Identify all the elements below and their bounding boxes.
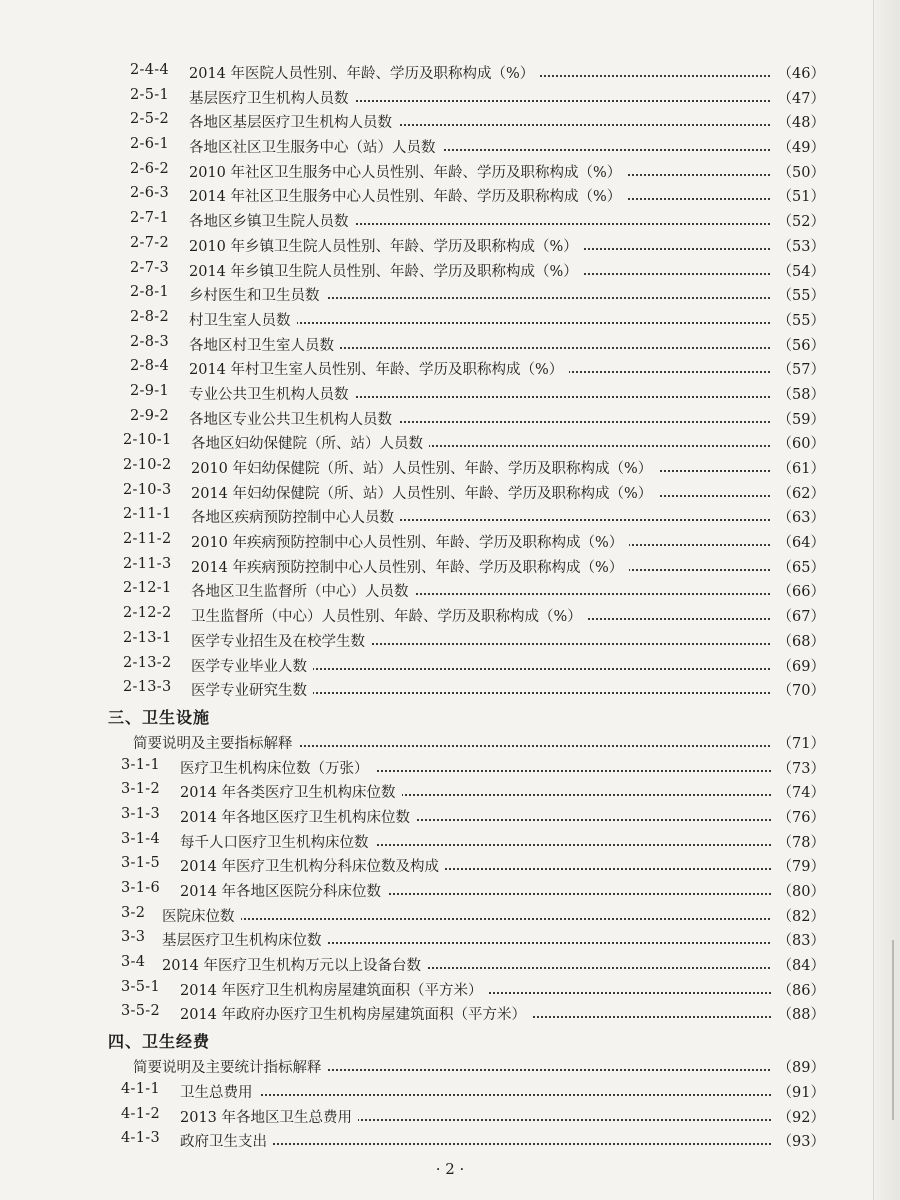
toc-entry-number: 2-11-2	[123, 531, 172, 548]
toc-entry-title: 专业公共卫生机构人员数	[189, 383, 355, 404]
toc-page-number: （52）	[772, 210, 825, 231]
toc-entry-number: 2-6-2	[130, 160, 169, 177]
toc-entry-title: 2014 年各地区医疗卫生机构床位数	[180, 806, 416, 827]
toc-page-number: （93）	[772, 1130, 825, 1151]
toc-entry-title: 2014 年乡镇卫生院人员性别、年龄、学历及职称构成（%）	[189, 260, 584, 281]
toc-entry-title: 各地区妇幼保健院（所、站）人员数	[191, 432, 429, 453]
toc-entry-number: 3-1-4	[121, 830, 160, 847]
toc-entry-number: 2-5-2	[130, 111, 169, 128]
toc-entry-number: 3-5-2	[121, 1003, 160, 1020]
toc-entry-number: 3-1-5	[121, 855, 160, 872]
toc-entry-number: 3-2	[121, 904, 146, 921]
toc-entry-number: 2-6-3	[130, 185, 169, 202]
toc-page-number: （62）	[772, 482, 825, 503]
toc-entry-number: 3-5-1	[121, 978, 160, 995]
toc-entry-number: 2-13-3	[123, 679, 172, 696]
toc-entry-title: 各地区卫生监督所（中心）人员数	[191, 580, 415, 601]
toc-page-number: （48）	[772, 111, 825, 132]
toc-entry-title: 各地区乡镇卫生院人员数	[189, 210, 355, 231]
toc-entry-title: 2014 年社区卫生服务中心人员性别、年龄、学历及职称构成（%）	[189, 185, 627, 206]
toc-entry-title: 基层医疗卫生机构人员数	[189, 87, 355, 108]
toc-entry-title: 2010 年乡镇卫生院人员性别、年龄、学历及职称构成（%）	[189, 235, 584, 256]
toc-page-number: （80）	[772, 880, 825, 901]
toc-entry-title: 2010 年妇幼保健院（所、站）人员性别、年龄、学历及职称构成（%）	[191, 457, 658, 478]
toc-entry-number: 4-1-2	[121, 1105, 160, 1122]
toc-page-number: （92）	[772, 1106, 825, 1127]
toc-page-number: （60）	[772, 432, 825, 453]
toc-entry-number: 2-5-1	[130, 86, 169, 103]
toc-page-number: （55）	[772, 309, 825, 330]
toc-entry-number: 3-1-6	[121, 880, 160, 896]
toc-entry-number: 2-9-2	[130, 407, 169, 424]
toc-page-number: （47）	[772, 87, 825, 108]
toc-entry-title: 2010 年社区卫生服务中心人员性别、年龄、学历及职称构成（%）	[189, 161, 627, 182]
toc-entry-title: 2014 年医疗卫生机构分科床位数及构成	[180, 855, 445, 876]
toc-entry-title: 政府卫生支出	[180, 1130, 273, 1151]
toc-page-number: （49）	[772, 136, 825, 157]
toc-entry-title: 村卫生室人员数	[189, 309, 297, 330]
toc-entry-title: 简要说明及主要统计指标解释	[133, 1056, 328, 1077]
toc-entry-title: 2014 年医疗卫生机构万元以上设备台数	[162, 954, 427, 975]
toc-page-number: （59）	[772, 408, 825, 429]
page-number: · 2 ·	[435, 1160, 465, 1178]
toc-entry-number: 2-7-2	[130, 234, 169, 251]
toc-entry-title: 各地区村卫生室人员数	[189, 334, 340, 355]
toc-entry-title: 医学专业研究生数	[191, 679, 313, 700]
toc-page-number: （83）	[772, 929, 825, 950]
toc-page-number: （55）	[772, 284, 825, 305]
toc-entry-number: 2-8-1	[130, 284, 169, 301]
toc-entry-number: 3-1-2	[121, 781, 160, 798]
toc-entry-title: 卫生总费用	[180, 1081, 259, 1102]
toc-entry-title: 基层医疗卫生机构床位数	[162, 929, 328, 950]
toc-entry-title: 医学专业招生及在校学生数	[191, 630, 371, 651]
toc-entry-number: 3-3	[121, 929, 146, 946]
toc-page-number: （69）	[772, 655, 825, 676]
toc-entry-title: 各地区专业公共卫生机构人员数	[189, 408, 398, 429]
toc-entry-title: 2014 年医疗卫生机构房屋建筑面积（平方米）	[180, 979, 489, 1000]
toc-entry-number: 2-7-3	[130, 259, 169, 276]
toc-page-number: （66）	[772, 580, 825, 601]
toc-entry-number: 3-1-1	[121, 756, 160, 773]
toc-page-number: （63）	[772, 506, 825, 527]
toc-entry-number: 2-12-1	[123, 580, 172, 597]
toc-page-number: （84）	[772, 954, 825, 975]
toc-entry-title: 医疗卫生机构床位数（万张）	[180, 757, 375, 778]
toc-section-heading	[0, 702, 900, 730]
toc-entry-title: 医学专业毕业人数	[191, 655, 313, 676]
toc-page-number: （74）	[772, 781, 825, 802]
toc-entry-number: 4-1-3	[121, 1130, 160, 1147]
toc-entry-title: 2014 年医院人员性别、年龄、学历及职称构成（%）	[189, 62, 540, 83]
toc-entry-title: 2014 年政府办医疗卫生机构房屋建筑面积（平方米）	[180, 1003, 532, 1024]
toc-page-number: （71）	[772, 732, 825, 753]
toc-page-number: （65）	[772, 556, 825, 577]
toc-entry-number: 2-8-3	[130, 333, 169, 350]
toc-page-number: （88）	[772, 1003, 825, 1024]
toc-page-number: （56）	[772, 334, 825, 355]
toc-page-number: （51）	[772, 185, 825, 206]
toc-entry-number: 2-8-2	[130, 308, 169, 325]
toc-page-number: （50）	[772, 161, 825, 182]
toc-page-number: （46）	[772, 62, 825, 83]
toc-entry	[0, 677, 900, 702]
toc-entry-number: 2-10-2	[123, 457, 172, 473]
toc-entry-title: 乡村医生和卫生员数	[189, 284, 326, 305]
toc-page-number: （78）	[772, 831, 825, 852]
toc-page-number: （53）	[772, 235, 825, 256]
toc-page-number: （82）	[772, 905, 825, 926]
toc-entry-title: 2014 年各类医疗卫生机构床位数	[180, 781, 402, 802]
toc-entry-title: 每千人口医疗卫生机构床位数	[180, 831, 375, 852]
toc-entry-number: 4-1-1	[121, 1080, 160, 1097]
toc-section-heading	[0, 1026, 900, 1054]
toc-entry-number: 2-13-1	[123, 629, 172, 646]
toc-entry-number: 2-13-2	[123, 654, 172, 671]
toc-entry-number: 2-9-1	[130, 382, 169, 399]
toc-entry-number: 2-11-3	[123, 555, 172, 572]
toc-entry-title: 各地区基层医疗卫生机构人员数	[189, 111, 398, 132]
toc-entry-title: 2014 年各地区医院分科床位数	[180, 880, 387, 901]
toc-entry-number: 2-10-1	[123, 432, 172, 449]
toc-entry-title: 2013 年各地区卫生总费用	[180, 1106, 358, 1127]
toc-page-number: （70）	[772, 679, 825, 700]
toc-entry	[0, 1128, 900, 1153]
toc-entry-number: 2-11-1	[123, 506, 172, 523]
toc-entry-title: 2014 年妇幼保健院（所、站）人员性别、年龄、学历及职称构成（%）	[191, 482, 658, 503]
toc-page-number: （57）	[772, 358, 825, 379]
table-of-contents	[0, 60, 900, 1153]
toc-page-number: （68）	[772, 630, 825, 651]
toc-page-number: （73）	[772, 757, 825, 778]
toc-entry-title: 2014 年村卫生室人员性别、年龄、学历及职称构成（%）	[189, 358, 569, 379]
toc-page-number: （76）	[772, 806, 825, 827]
toc-entry-number: 2-8-4	[130, 358, 169, 375]
leader-dots	[190, 1125, 782, 1145]
toc-entry-title: 2010 年疾病预防控制中心人员性别、年龄、学历及职称构成（%）	[191, 531, 629, 552]
toc-page-number: （58）	[772, 383, 825, 404]
toc-page-number: （86）	[772, 979, 825, 1000]
toc-page-number: （91）	[772, 1081, 825, 1102]
toc-page-number: （64）	[772, 531, 825, 552]
toc-entry-title: 简要说明及主要指标解释	[133, 732, 299, 753]
section-title: 三、卫生设施	[108, 705, 216, 728]
section-title: 四、卫生经费	[108, 1029, 216, 1052]
toc-entry-number: 2-12-2	[123, 605, 172, 622]
toc-entry	[0, 1001, 900, 1026]
leader-dots	[190, 1076, 782, 1096]
toc-page-number: （89）	[772, 1056, 825, 1077]
toc-entry-number: 2-10-3	[123, 481, 172, 498]
toc-entry-number: 3-1-3	[121, 805, 160, 822]
toc-entry-number: 3-4	[121, 954, 146, 971]
toc-entry-title: 卫生监督所（中心）人员性别、年龄、学历及职称构成（%）	[191, 605, 588, 626]
toc-entry-number: 2-7-1	[130, 210, 169, 227]
toc-page-number: （79）	[772, 855, 825, 876]
toc-entry-title: 医院床位数	[162, 905, 241, 926]
toc-page-number: （54）	[772, 260, 825, 281]
toc-entry-title: 各地区社区卫生服务中心（站）人员数	[189, 136, 442, 157]
toc-page-number: （67）	[772, 605, 825, 626]
leader-dots	[172, 900, 782, 920]
toc-entry-number: 2-4-4	[130, 62, 169, 78]
toc-entry-number: 2-6-1	[130, 136, 169, 153]
toc-entry-title: 2014 年疾病预防控制中心人员性别、年龄、学历及职称构成（%）	[191, 556, 629, 577]
toc-entry-title: 各地区疾病预防控制中心人员数	[191, 506, 400, 527]
toc-page-number: （61）	[772, 457, 825, 478]
